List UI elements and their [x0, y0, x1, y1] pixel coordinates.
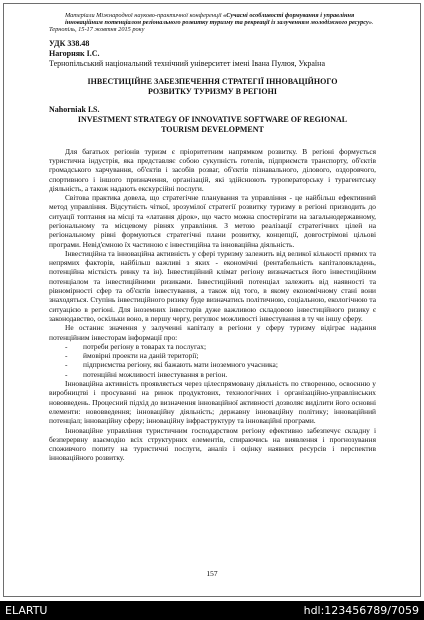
author-ua: Нагорняк І.С.	[49, 48, 100, 58]
header-line2-bold: інноваційним потенціалом регіонального розвитку туризму та рекреації із залученням молодіжного ресурсу»	[65, 19, 372, 27]
author-en: Nahorniak I.S.	[49, 104, 100, 114]
paragraph-3: Інвестиційна та інноваційна активність у сфері туризму залежить від великої кількості прямих та непрямих факторів, найбільш важливі з яких - економічні (рентабельність капіталовкладень, потенційна місткість ринку та ін). Інвестиційний клімат регіону визначається його інвестиційним потенціалом та інвестиційними ризиками. Інвестиційний потенціал залежить від наявності та рівномірності сфер та об'єктів інвестування, а також від того, в якому економічному стані вони знаходяться. Ступінь інвестиційного ризику буде визначатись політичною, соціальною, екологічною та ситуацією в регіоні. Для іноземних інвесторів дуже важливою складовою інвестиційного ризику є законодавство, оскільки воно, в першу чергу, регулює можливості інвестування в ту чи іншу сферу.	[49, 248, 376, 323]
info-list	[49, 342, 376, 379]
handle-identifier: hdl:123456789/7059	[303, 604, 419, 617]
repository-name: ELARTU	[5, 604, 48, 617]
list-dash: -	[65, 369, 68, 379]
paragraph-5: Інноваційна активність проявляється через цілеспрямовану діяльність по створенню, освоєнню у виробництві і просуванні на ринок продуктових, технологічних і організаційно-управлінських нововведень. Процесний підхід до визначення інноваційної активності дозволяє виділити його основні елементи: нововведення; інноваційну діяльність; державну інноваційну політику; інноваційний потенціал; інноваційну сферу; інноваційну інфраструктуру та інноваційні програми.	[49, 379, 376, 426]
paragraph-6: Інноваційне управління туристичним господарством регіону ефективно забезпечує складну і безперервну взаємодію всіх структурних елементів, спираючись на виявлення і прогнозування споживчого попиту на туристичні послуги, аналіз і оцінку наявних ресурсів і перспектив інноваційного розвитку.	[49, 425, 376, 463]
title-ua: ІНВЕСТИЦІЙНЕ ЗАБЕЗПЕЧЕННЯ СТРАТЕГІЇ ІННОВАЦІЙНОГО РОЗВИТКУ ТУРИЗМУ В РЕГІОНІ	[87, 76, 338, 96]
journal-page	[3, 3, 421, 597]
list-dash: -	[65, 360, 68, 370]
header-line1-plain: Матеріали Міжнародної науково-практичної конференції	[65, 12, 224, 19]
paragraph-2: Світова практика довела, що стратегічне планування та управління - це найбільш ефективний метод управління. Відсутність чіткої, зрозумілої стратегії розвитку туризму в регіоні призводить до ситуації топтання на місці та «латання дірок», що часто можна спостерігати на загальнодержавному, регіональному та місцевому рівнях управління. З метою реалізації стратегічних цілей на регіональному рівні формуються стратегічні плани розвитку, концепції, довгострімові цільові програми. Невід'ємною їх частиною є інвестиційна та інноваційна діяльність.	[49, 193, 376, 249]
title-en: INVESTMENT STRATEGY OF INNOVATIVE SOFTWARE OF REGIONAL TOURISM DEVELOPMENT	[77, 114, 348, 134]
header-line2-plain: .	[372, 19, 374, 27]
list-item: - потенційні можливості інвестування в регіон.	[65, 369, 228, 379]
repository-footer	[0, 601, 424, 620]
list-item: - ймовірні проекти на даній території;	[65, 351, 199, 361]
page-number: 157	[206, 569, 218, 578]
list-item: - потреби регіону в товарах та послугах;	[65, 341, 207, 351]
list-dash: -	[65, 341, 68, 351]
article-body	[49, 147, 376, 463]
list-dash: -	[65, 351, 68, 361]
conference-dates: Тернопіль, 15-17 жовтня 2015 року	[49, 26, 145, 34]
page-content	[49, 12, 376, 463]
udk-code: УДК 338.48	[49, 38, 90, 48]
header-line1-bold: «Сучасні особливості формування і управління	[223, 12, 355, 19]
paragraph-4: Не останнє значення у залученні капіталу в регіони у сферу туризму відіграє надання потенційним інвесторам інформації про:	[49, 323, 376, 342]
affiliation: Тернопільський національний технічний університет імені Івана Пулюя, Україна	[49, 58, 325, 68]
conference-header	[65, 12, 376, 26]
list-item: - підприємства регіону, які бажають мати іноземного учасника;	[65, 360, 278, 370]
paragraph-1: Для багатьох регіонів туризм є пріоритетним напрямком розвитку. В регіоні формується туристична індустрія, яка представляє собою сукупність готелів, підприємств транспорту, об'єктів громадського харчування, об'єктів і засобів розваг, об'єктів пізнавального, ділового, оздоровчого, спортивного і іншого призначення, організацій, які здійснюють туроператорську і турагентську діяльність, а також надають екскурсійні послуги.	[49, 146, 376, 193]
